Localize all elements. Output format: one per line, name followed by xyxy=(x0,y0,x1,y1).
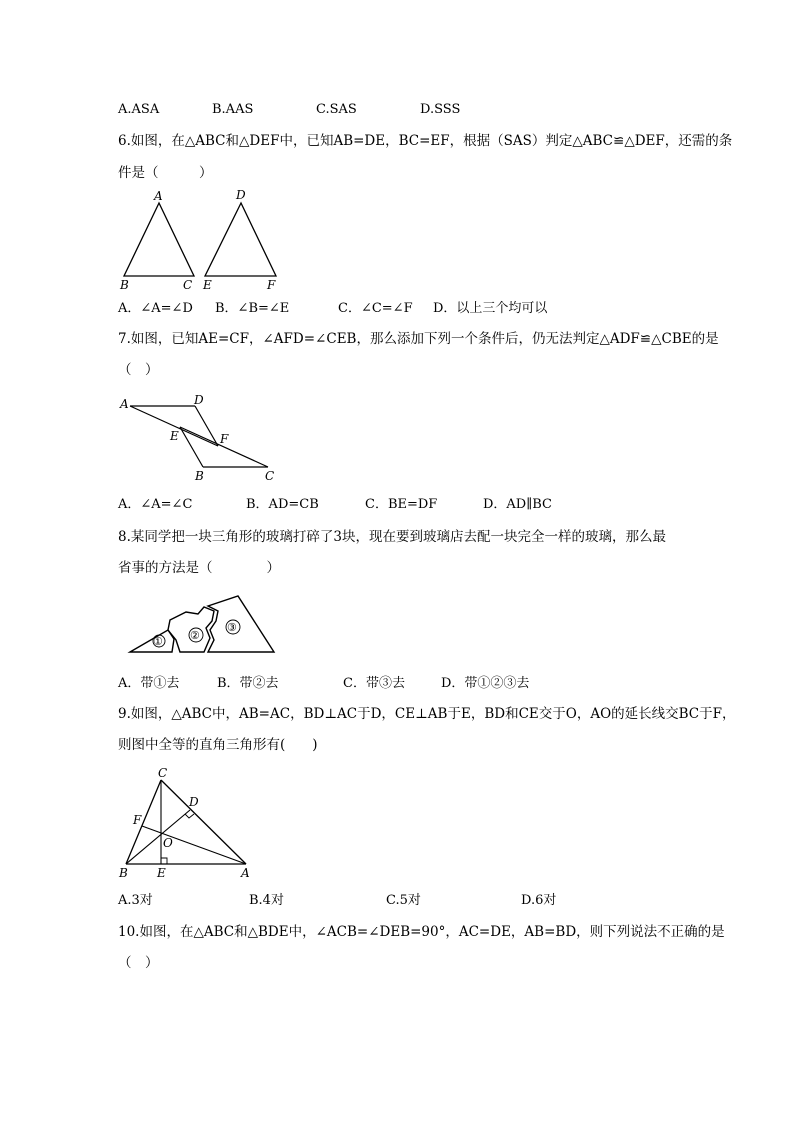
q8-piece-label-2: ② xyxy=(190,629,200,642)
q8-option-b: B．带②去 xyxy=(217,676,279,691)
q8-piece-label-1: ① xyxy=(153,635,163,648)
q9-label-e: E xyxy=(157,866,166,880)
q7-label-a: A xyxy=(120,397,129,411)
q7-label-c: C xyxy=(265,469,275,483)
q6-label-a: A xyxy=(154,189,163,203)
q6-stem-line1: 6.如图，在△ABC和△DEF中，已知AB=DE，BC=EF，根据（SAS）判定△ABC≌△DEF，还需的条 xyxy=(118,133,733,149)
q8-option-a: A．带①去 xyxy=(118,676,180,691)
q10-stem-line2: （ ） xyxy=(118,955,159,971)
q8-option-c: C．带③去 xyxy=(343,676,405,691)
q9-stem-line2: 则图中全等的直角三角形有( ) xyxy=(118,737,318,753)
q9-label-b: B xyxy=(119,866,128,880)
q7-option-b: B．AD=CB xyxy=(246,497,319,512)
q7-option-d: D．AD∥BC xyxy=(483,497,552,512)
q6-stem-line2: 件是（ ） xyxy=(118,165,213,181)
q6-option-b: B．∠B=∠E xyxy=(215,301,290,316)
q10-stem-line1: 10.如图，在△ABC和△BDE中，∠ACB=∠DEB=90°，AC=DE，AB=BD，则下列说法不正确的是 xyxy=(118,924,725,940)
q8-piece-label-3: ③ xyxy=(227,621,237,634)
q9-label-f: F xyxy=(133,813,142,827)
q9-option-d: D.6对 xyxy=(521,893,557,908)
q5-option-a: A.ASA xyxy=(118,102,160,117)
q7-label-b: B xyxy=(195,469,204,483)
q6-option-c: C．∠C=∠F xyxy=(338,301,413,316)
q9-label-o: O xyxy=(163,836,173,850)
q9-option-a: A.3对 xyxy=(118,893,153,908)
q8-option-d: D．带①②③去 xyxy=(441,676,530,691)
q5-option-b: B.AAS xyxy=(212,102,254,117)
q9-label-a: A xyxy=(241,866,250,880)
q9-option-c: C.5对 xyxy=(386,893,421,908)
q9-stem-line1: 9.如图，△ABC中，AB=AC，BD⊥AC于D，CE⊥AB于E，BD和CE交于O，AO的延长线交BC于F， xyxy=(118,706,736,722)
q5-option-d: D.SSS xyxy=(420,102,461,117)
q6-option-a: A．∠A=∠D xyxy=(118,301,193,316)
q7-stem-line1: 7.如图，已知AE=CF，∠AFD=∠CEB，那么添加下列一个条件后，仍无法判定△ADF≌△CBE的是 xyxy=(118,331,719,347)
q7-label-d: D xyxy=(194,393,204,407)
q6-label-d: D xyxy=(236,188,246,202)
q7-label-e: E xyxy=(170,429,179,443)
q6-label-b: B xyxy=(120,278,129,292)
q8-stem-line2: 省事的方法是（ ） xyxy=(118,560,280,576)
q7-stem-line2: （ ） xyxy=(118,362,159,378)
q6-label-c: C xyxy=(183,278,193,292)
q9-label-c: C xyxy=(158,766,168,780)
q7-option-c: C．BE=DF xyxy=(365,497,438,512)
q7-option-a: A．∠A=∠C xyxy=(118,497,193,512)
q5-option-c: C.SAS xyxy=(316,102,357,117)
q6-option-d: D．以上三个均可以 xyxy=(433,301,548,316)
q9-option-b: B.4对 xyxy=(249,893,284,908)
q7-label-f: F xyxy=(220,432,229,446)
q6-label-f: F xyxy=(267,278,276,292)
q9-label-d: D xyxy=(189,795,199,809)
q8-stem-line1: 8.某同学把一块三角形的玻璃打碎了3块，现在要到玻璃店去配一块完全一样的玻璃，那么最 xyxy=(118,529,666,545)
q6-label-e: E xyxy=(203,278,212,292)
